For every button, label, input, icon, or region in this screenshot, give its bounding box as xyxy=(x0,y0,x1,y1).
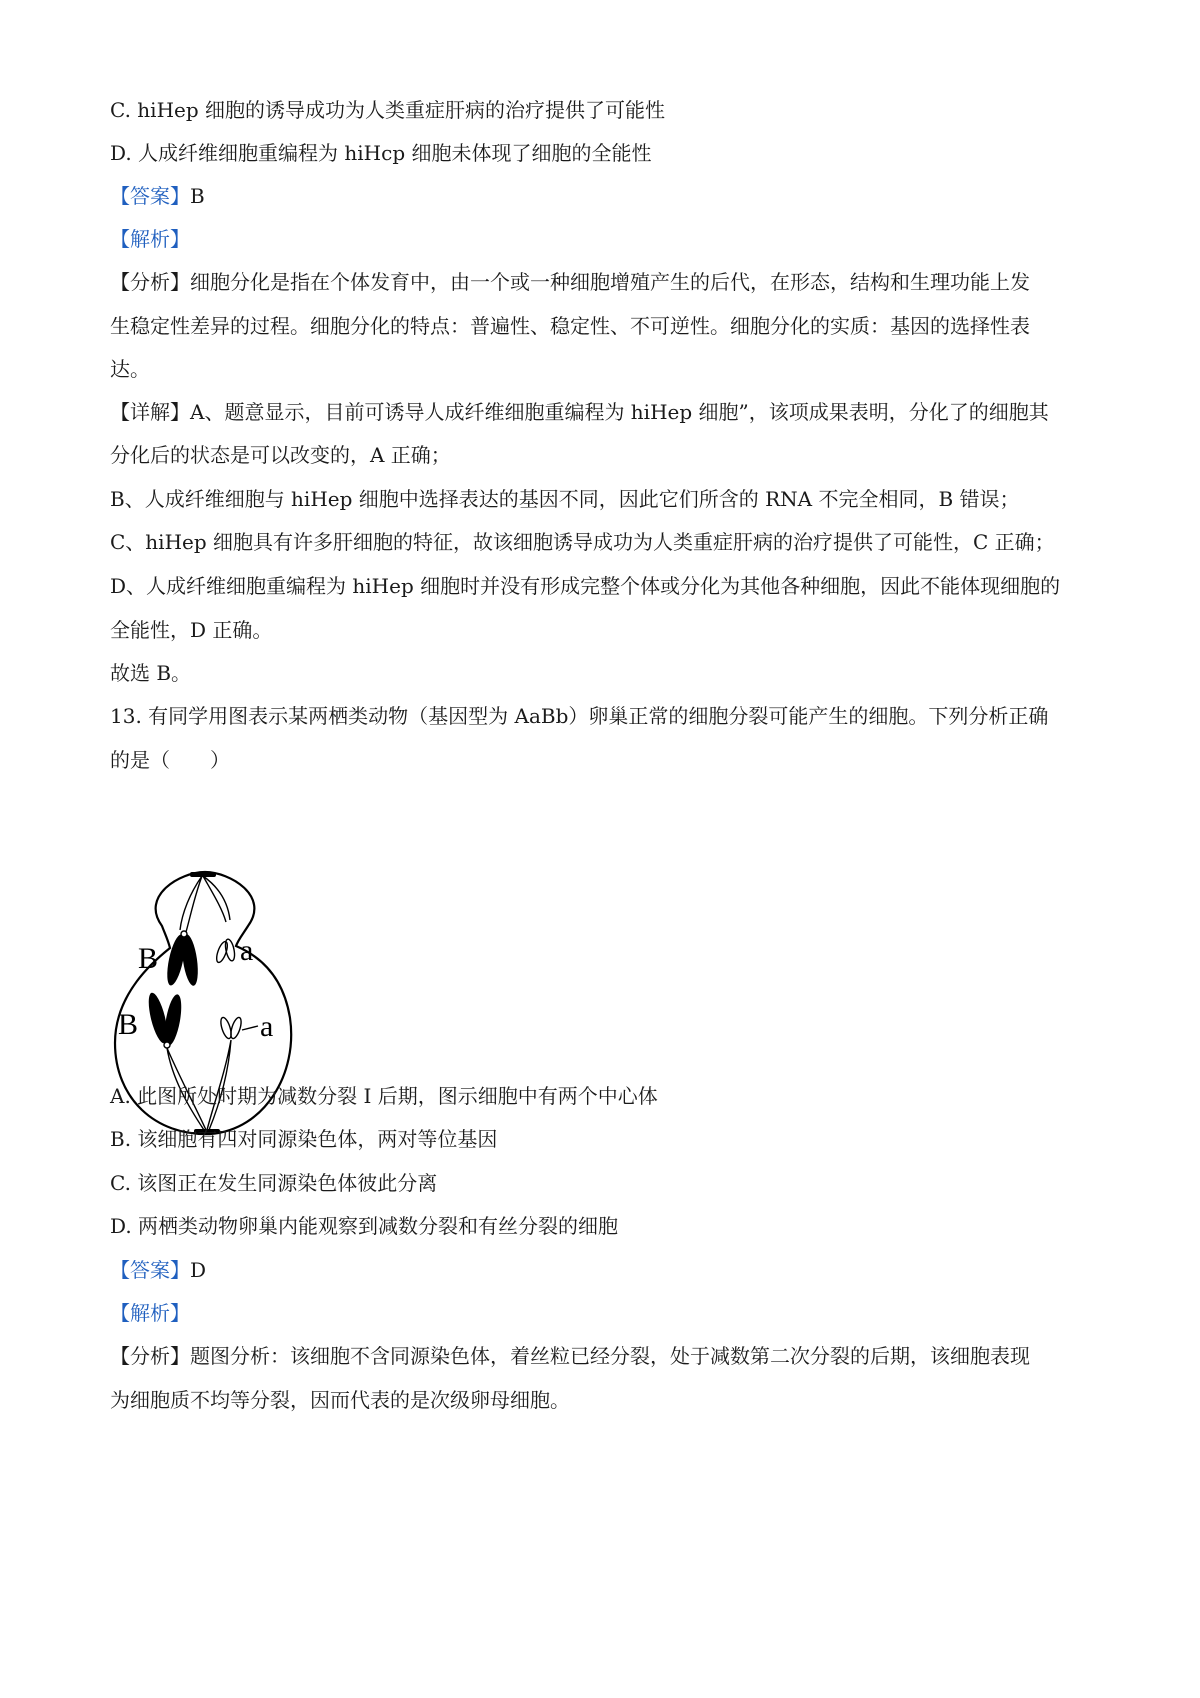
answer-value: B xyxy=(190,184,205,208)
option-d: D. 两栖类动物卵巢内能观察到减数分裂和有丝分裂的细胞 xyxy=(110,1214,619,1238)
answer-line-prev xyxy=(110,182,1100,210)
conclusion-line: 故选 B。 xyxy=(110,661,192,685)
bottom-a-pointer xyxy=(242,1026,258,1030)
analysis-tag-prev: 【解析】 xyxy=(110,227,190,251)
cell-division-svg xyxy=(110,868,300,1158)
top-a-label: a xyxy=(240,934,254,967)
fenxi-line: 达。 xyxy=(110,357,150,381)
bottom-b-label: B xyxy=(118,1008,139,1041)
option-c-prev: C. hiHep 细胞的诱导成功为人类重症肝病的治疗提供了可能性 xyxy=(110,98,666,122)
answer-tag: 【答案】 xyxy=(110,184,190,208)
answer-line xyxy=(110,1256,1100,1284)
bottom-centromere xyxy=(164,1042,170,1048)
answer-tag: 【答案】 xyxy=(110,1258,190,1282)
top-b-label: B xyxy=(138,942,159,975)
question-13-stem: 13. 有同学用图表示某两栖类动物（基因型为 AaBb）卵巢正常的细胞分裂可能产生的细胞。下列分析正确 xyxy=(110,704,1049,728)
option-b: B. 该细胞有四对同源染色体，两对等位基因 xyxy=(110,1127,498,1151)
xiangjie-line: 全能性，D 正确。 xyxy=(110,618,273,642)
fenxi-line: 【分析】题图分析：该细胞不含同源染色体，着丝粒已经分裂，处于减数第二次分裂的后期，该细胞表现 xyxy=(110,1344,1030,1368)
bottom-a-chromosome xyxy=(229,1016,243,1039)
option-c: C. 该图正在发生同源染色体彼此分离 xyxy=(110,1171,438,1195)
top-centromere xyxy=(181,931,187,937)
xiangjie-line: 分化后的状态是可以改变的，A 正确； xyxy=(110,443,451,467)
fenxi-line: 生稳定性差异的过程。细胞分化的特点：普遍性、稳定性、不可逆性。细胞分化的实质：基因的选择性表 xyxy=(110,314,1030,338)
cell-division-diagram xyxy=(110,868,300,1158)
top-a-chromosome xyxy=(214,940,229,963)
xiangjie-line: D、人成纤维细胞重编程为 hiHep 细胞时并没有形成完整个体或分化为其他各种细胞，因此不能体现细胞的 xyxy=(110,574,1061,598)
analysis-tag: 【解析】 xyxy=(110,1301,190,1325)
option-a: A. 此图所处时期为减数分裂 I 后期，图示细胞中有两个中心体 xyxy=(110,1084,658,1108)
xiangjie-line: B、人成纤维细胞与 hiHep 细胞中选择表达的基因不同，因此它们所含的 RNA 不完全相同，B 错误； xyxy=(110,487,1020,511)
xiangjie-line: 【详解】A、题意显示，目前可诱导人成纤维细胞重编程为 hiHep 细胞”，该项成果表明，分化了的细胞其 xyxy=(110,400,1049,424)
answer-value: D xyxy=(190,1258,207,1282)
top-a-chromosome xyxy=(224,938,236,961)
question-13-stem: 的是（ ） xyxy=(110,748,230,772)
xiangjie-line: C、hiHep 细胞具有许多肝细胞的特征，故该细胞诱导成功为人类重症肝病的治疗提供了可能性，C 正确； xyxy=(110,530,1055,554)
option-d-prev: D. 人成纤维细胞重编程为 hiHcp 细胞未体现了细胞的全能性 xyxy=(110,141,652,165)
fenxi-line: 为细胞质不均等分裂，因而代表的是次级卵母细胞。 xyxy=(110,1388,570,1412)
bottom-a-label: a xyxy=(260,1010,274,1043)
top-spindle xyxy=(180,876,230,932)
fenxi-line: 【分析】细胞分化是指在个体发育中，由一个或一种细胞增殖产生的后代，在形态，结构和生理功能上发 xyxy=(110,270,1030,294)
